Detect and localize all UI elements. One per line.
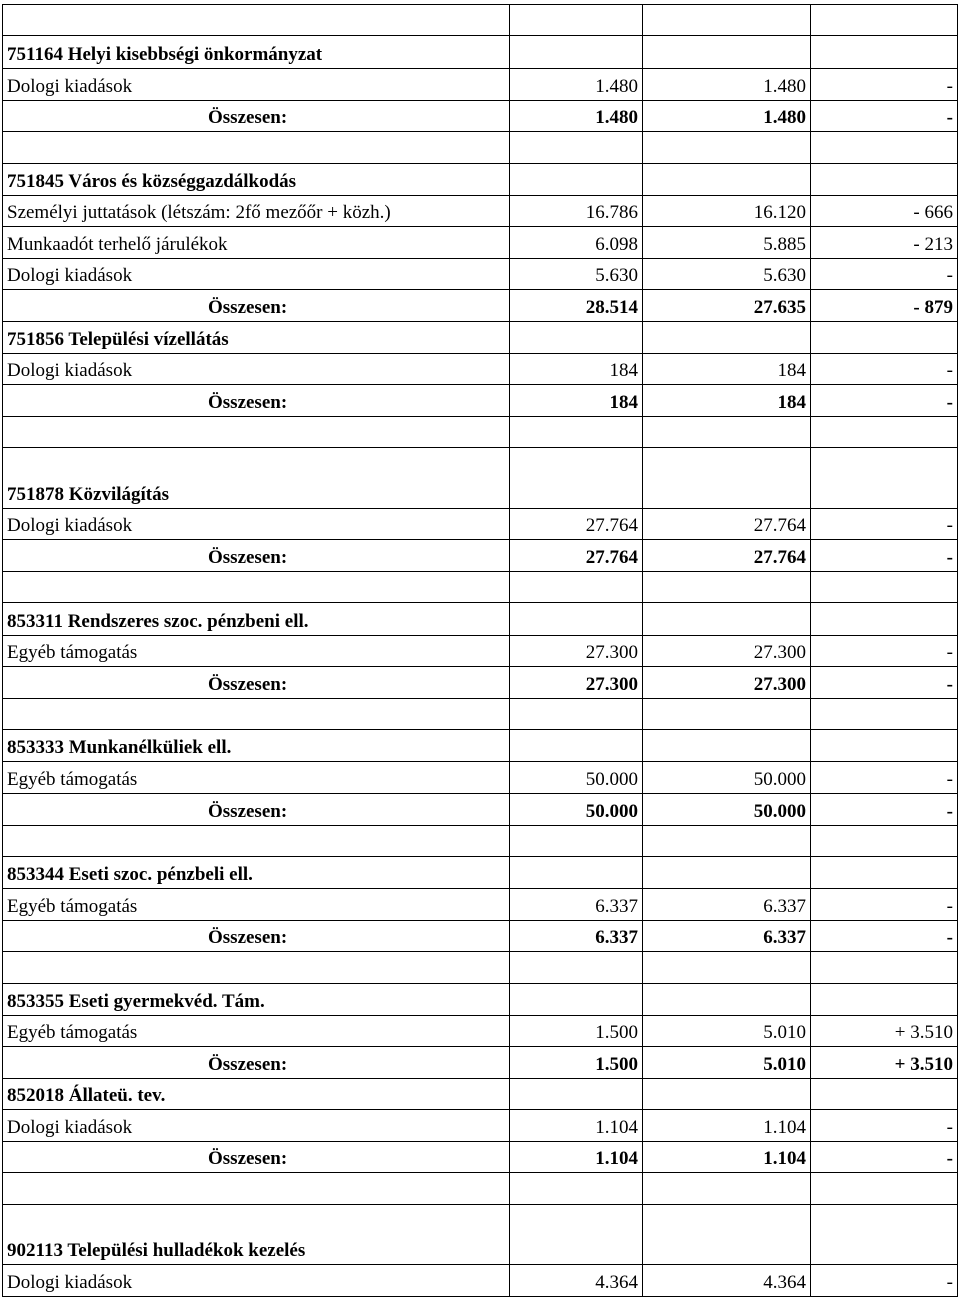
difference-amount	[811, 1205, 958, 1265]
item-row	[3, 196, 958, 227]
item-label	[3, 417, 510, 448]
original-amount: 4.364	[510, 1265, 643, 1297]
modified-amount: 1.480	[643, 69, 811, 101]
original-amount: 1.480	[510, 69, 643, 101]
difference-amount: -	[811, 509, 958, 540]
total-row	[3, 290, 958, 322]
difference-amount	[811, 164, 958, 196]
difference-amount	[811, 603, 958, 636]
item-label: Személyi juttatások (létszám: 2fő mezőőr + közh.)	[3, 196, 510, 227]
difference-amount: -	[811, 385, 958, 417]
modified-amount: 5.630	[643, 259, 811, 290]
total-row	[3, 1142, 958, 1173]
original-amount: 28.514	[510, 290, 643, 322]
difference-amount	[811, 132, 958, 164]
modified-amount	[643, 699, 811, 730]
modified-amount	[643, 1079, 811, 1110]
modified-amount: 1.480	[643, 101, 811, 132]
total-label: Összesen:	[3, 1142, 510, 1173]
modified-amount	[643, 164, 811, 196]
budget-table-body	[3, 5, 958, 1297]
item-row	[3, 1265, 958, 1297]
total-row	[3, 540, 958, 572]
total-label: Összesen:	[3, 101, 510, 132]
original-amount: 184	[510, 354, 643, 385]
item-label: Egyéb támogatás	[3, 889, 510, 921]
item-label: Dologi kiadások	[3, 509, 510, 540]
original-amount	[510, 417, 643, 448]
modified-amount: 1.104	[643, 1142, 811, 1173]
item-label: Dologi kiadások	[3, 1110, 510, 1142]
difference-amount: -	[811, 889, 958, 921]
modified-amount: 27.300	[643, 636, 811, 667]
difference-amount: - 213	[811, 227, 958, 259]
difference-amount: -	[811, 636, 958, 667]
original-amount	[510, 572, 643, 603]
blank-row	[3, 417, 958, 448]
difference-amount: - 666	[811, 196, 958, 227]
modified-amount: 1.104	[643, 1110, 811, 1142]
original-amount: 6.337	[510, 921, 643, 952]
difference-amount	[811, 699, 958, 730]
blank-row	[3, 1173, 958, 1205]
difference-amount: + 3.510	[811, 1047, 958, 1079]
original-amount: 6.337	[510, 889, 643, 921]
original-amount: 184	[510, 385, 643, 417]
section-header-row	[3, 1079, 958, 1110]
modified-amount: 4.364	[643, 1265, 811, 1297]
original-amount: 1.104	[510, 1110, 643, 1142]
original-amount	[510, 730, 643, 762]
total-label: Összesen:	[3, 794, 510, 826]
section-title: 853311 Rendszeres szoc. pénzbeni ell.	[3, 603, 510, 636]
item-label	[3, 1173, 510, 1205]
section-title: 853333 Munkanélküliek ell.	[3, 730, 510, 762]
total-label: Összesen:	[3, 385, 510, 417]
item-label	[3, 826, 510, 857]
modified-amount	[643, 857, 811, 889]
original-amount: 1.500	[510, 1016, 643, 1047]
difference-amount: -	[811, 1110, 958, 1142]
difference-amount	[811, 1173, 958, 1205]
section-title: 853344 Eseti szoc. pénzbeli ell.	[3, 857, 510, 889]
modified-amount: 27.300	[643, 667, 811, 699]
modified-amount	[643, 984, 811, 1016]
item-row	[3, 636, 958, 667]
budget-table	[2, 4, 958, 1297]
item-label: Egyéb támogatás	[3, 762, 510, 794]
original-amount: 50.000	[510, 762, 643, 794]
item-row	[3, 69, 958, 101]
section-title: 751878 Közvilágítás	[3, 448, 510, 509]
modified-amount: 184	[643, 354, 811, 385]
modified-amount: 5.885	[643, 227, 811, 259]
original-amount: 6.098	[510, 227, 643, 259]
section-header-row	[3, 164, 958, 196]
difference-amount	[811, 36, 958, 69]
modified-amount	[643, 572, 811, 603]
blank-row	[3, 826, 958, 857]
modified-amount: 6.337	[643, 921, 811, 952]
original-amount	[510, 322, 643, 354]
original-amount: 27.300	[510, 667, 643, 699]
difference-amount: -	[811, 101, 958, 132]
total-label: Összesen:	[3, 921, 510, 952]
modified-amount	[643, 1205, 811, 1265]
item-row	[3, 762, 958, 794]
modified-amount	[643, 132, 811, 164]
item-label: Egyéb támogatás	[3, 1016, 510, 1047]
section-title: 751856 Települési vízellátás	[3, 322, 510, 354]
modified-amount	[643, 417, 811, 448]
original-amount	[510, 984, 643, 1016]
item-row	[3, 889, 958, 921]
item-label	[3, 699, 510, 730]
item-label: Munkaadót terhelő járulékok	[3, 227, 510, 259]
original-amount	[510, 826, 643, 857]
total-row	[3, 667, 958, 699]
original-amount: 27.764	[510, 540, 643, 572]
modified-amount: 50.000	[643, 794, 811, 826]
difference-amount	[811, 1079, 958, 1110]
difference-amount	[811, 857, 958, 889]
difference-amount: -	[811, 1265, 958, 1297]
original-amount	[510, 699, 643, 730]
item-label	[3, 572, 510, 603]
difference-amount: -	[811, 354, 958, 385]
section-header-row	[3, 603, 958, 636]
section-header-row	[3, 857, 958, 889]
modified-amount	[643, 952, 811, 984]
modified-amount	[643, 5, 811, 36]
modified-amount: 27.635	[643, 290, 811, 322]
modified-amount: 6.337	[643, 889, 811, 921]
original-amount: 50.000	[510, 794, 643, 826]
total-row	[3, 101, 958, 132]
modified-amount: 16.120	[643, 196, 811, 227]
total-row	[3, 794, 958, 826]
modified-amount: 184	[643, 385, 811, 417]
section-title: 902113 Települési hulladékok kezelés	[3, 1205, 510, 1265]
original-amount	[510, 164, 643, 196]
original-amount	[510, 1173, 643, 1205]
original-amount: 27.300	[510, 636, 643, 667]
item-row	[3, 354, 958, 385]
section-header-row	[3, 36, 958, 69]
modified-amount	[643, 448, 811, 509]
modified-amount	[643, 1173, 811, 1205]
original-amount	[510, 603, 643, 636]
section-header-row	[3, 448, 958, 509]
total-label: Összesen:	[3, 540, 510, 572]
original-amount	[510, 952, 643, 984]
original-amount: 27.764	[510, 509, 643, 540]
original-amount	[510, 5, 643, 36]
section-title: 751164 Helyi kisebbségi önkormányzat	[3, 36, 510, 69]
difference-amount: -	[811, 69, 958, 101]
modified-amount: 27.764	[643, 509, 811, 540]
difference-amount: -	[811, 762, 958, 794]
original-amount: 5.630	[510, 259, 643, 290]
total-label: Összesen:	[3, 667, 510, 699]
blank-row	[3, 5, 958, 36]
total-label: Összesen:	[3, 290, 510, 322]
difference-amount	[811, 417, 958, 448]
difference-amount: -	[811, 794, 958, 826]
modified-amount: 27.764	[643, 540, 811, 572]
original-amount	[510, 1079, 643, 1110]
original-amount: 1.104	[510, 1142, 643, 1173]
item-label: Dologi kiadások	[3, 259, 510, 290]
item-label: Dologi kiadások	[3, 69, 510, 101]
difference-amount	[811, 984, 958, 1016]
difference-amount: -	[811, 667, 958, 699]
blank-row	[3, 699, 958, 730]
section-header-row	[3, 730, 958, 762]
modified-amount	[643, 603, 811, 636]
item-row	[3, 509, 958, 540]
original-amount	[510, 36, 643, 69]
item-label: Egyéb támogatás	[3, 636, 510, 667]
item-row	[3, 1110, 958, 1142]
item-label	[3, 132, 510, 164]
difference-amount: -	[811, 1142, 958, 1173]
original-amount	[510, 857, 643, 889]
section-title: 751845 Város és községgazdálkodás	[3, 164, 510, 196]
total-row	[3, 921, 958, 952]
difference-amount: - 879	[811, 290, 958, 322]
section-header-row	[3, 1205, 958, 1265]
item-label: Dologi kiadások	[3, 354, 510, 385]
difference-amount	[811, 952, 958, 984]
modified-amount: 50.000	[643, 762, 811, 794]
modified-amount	[643, 826, 811, 857]
total-label: Összesen:	[3, 1047, 510, 1079]
section-header-row	[3, 984, 958, 1016]
item-row	[3, 1016, 958, 1047]
item-row	[3, 259, 958, 290]
blank-row	[3, 132, 958, 164]
difference-amount: -	[811, 921, 958, 952]
total-row	[3, 1047, 958, 1079]
difference-amount	[811, 322, 958, 354]
blank-row	[3, 952, 958, 984]
item-label	[3, 952, 510, 984]
item-row	[3, 227, 958, 259]
modified-amount	[643, 36, 811, 69]
modified-amount	[643, 730, 811, 762]
difference-amount	[811, 5, 958, 36]
section-title: 853355 Eseti gyermekvéd. Tám.	[3, 984, 510, 1016]
item-label	[3, 5, 510, 36]
modified-amount: 5.010	[643, 1047, 811, 1079]
difference-amount	[811, 448, 958, 509]
modified-amount	[643, 322, 811, 354]
original-amount: 1.500	[510, 1047, 643, 1079]
original-amount	[510, 1205, 643, 1265]
section-title: 852018 Állateü. tev.	[3, 1079, 510, 1110]
difference-amount: -	[811, 259, 958, 290]
difference-amount: -	[811, 540, 958, 572]
total-row	[3, 385, 958, 417]
original-amount: 16.786	[510, 196, 643, 227]
difference-amount: + 3.510	[811, 1016, 958, 1047]
difference-amount	[811, 730, 958, 762]
difference-amount	[811, 572, 958, 603]
item-label: Dologi kiadások	[3, 1265, 510, 1297]
difference-amount	[811, 826, 958, 857]
blank-row	[3, 572, 958, 603]
section-header-row	[3, 322, 958, 354]
original-amount: 1.480	[510, 101, 643, 132]
original-amount	[510, 448, 643, 509]
modified-amount: 5.010	[643, 1016, 811, 1047]
original-amount	[510, 132, 643, 164]
